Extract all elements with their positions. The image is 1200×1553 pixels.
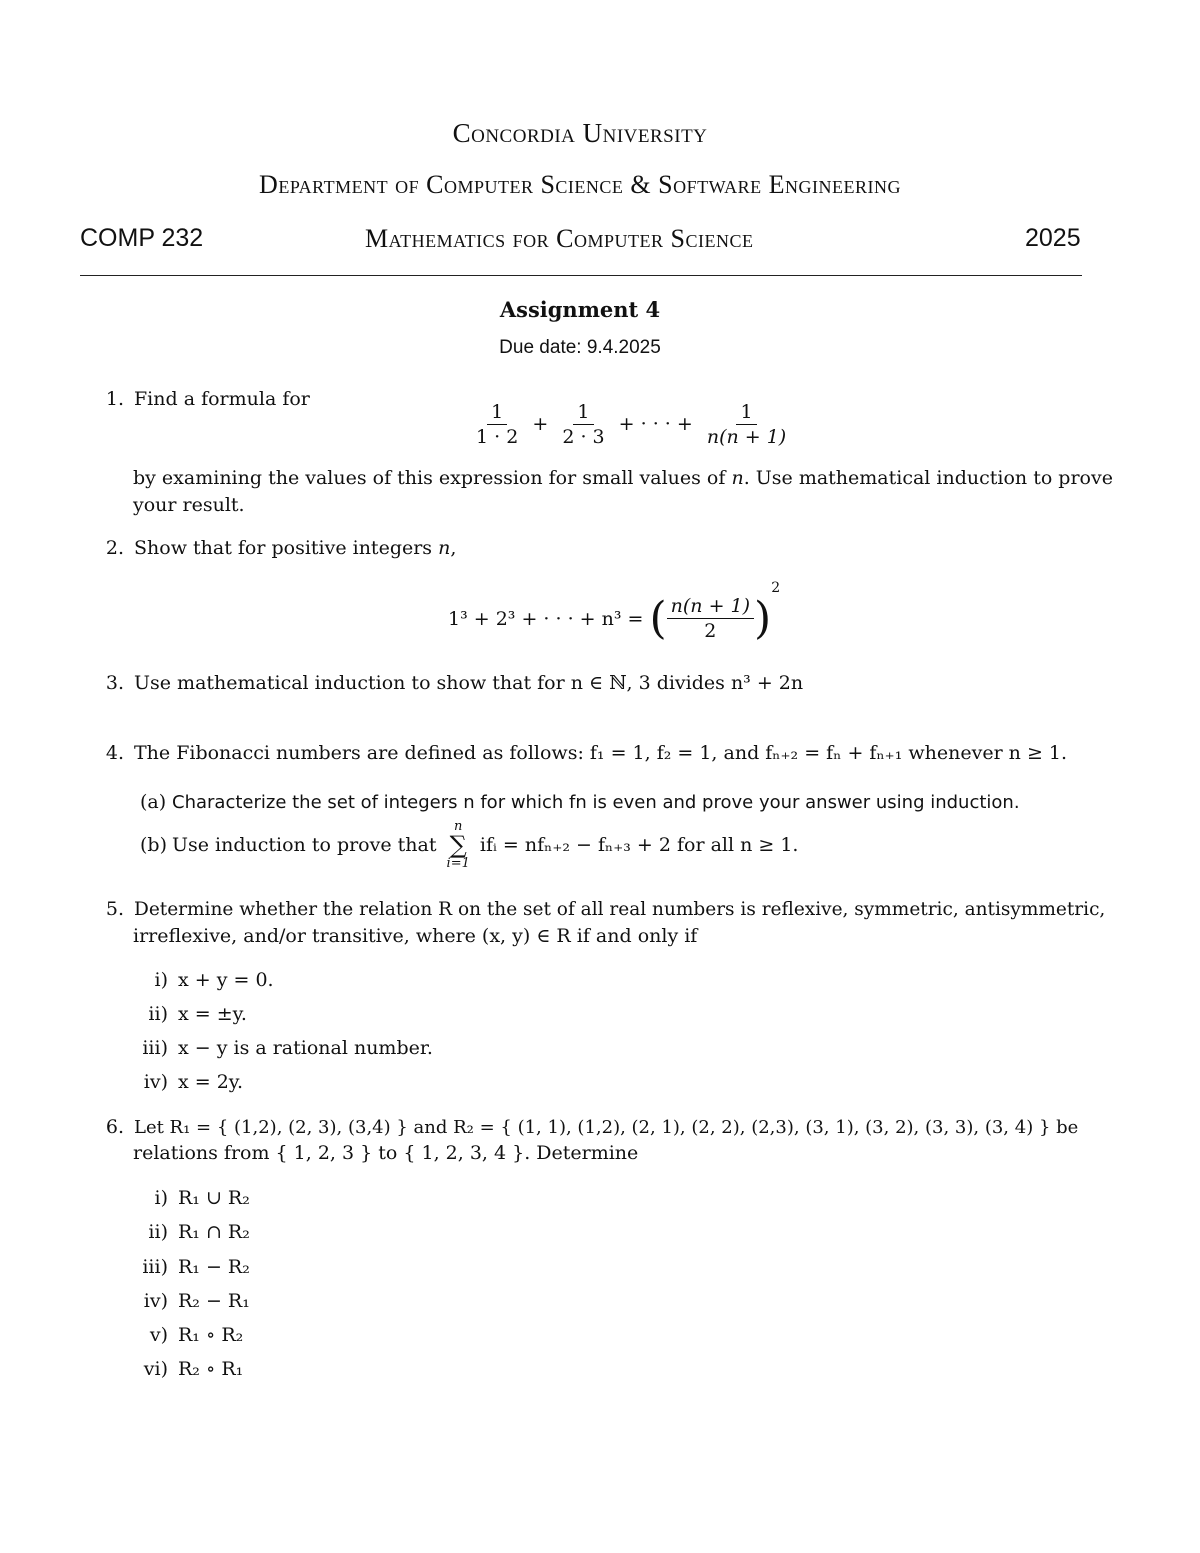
item-text: R₂ − R₁ [178, 1290, 250, 1312]
university-name: Concordia University [452, 118, 708, 148]
denominator: 2 · 3 [562, 425, 605, 448]
question-6-item [128, 1358, 243, 1380]
item-label: iii) [142, 1256, 168, 1278]
item-text: R₁ − R₂ [178, 1256, 250, 1278]
variable-n: n [731, 467, 744, 489]
question-2-formula [448, 580, 780, 642]
fraction [667, 596, 754, 642]
question-5-item [128, 1003, 247, 1025]
plus-sign: + [532, 412, 549, 435]
question-text: Let R₁ = { (1,2), (2, 3), (3,4) } and R₂ = { (1, 1), (1,2), (2, 1), (2, 2), (2,3), (3, 1), (3, 2), (3, 3), (3, 4) } be [134, 1117, 1079, 1138]
subpart-text: Use induction to prove that [172, 834, 437, 856]
item-label: i) [154, 1187, 168, 1209]
question-1-formula [468, 402, 794, 448]
item-text: R₂ ∘ R₁ [178, 1358, 244, 1380]
item-text: R₁ ∪ R₂ [178, 1187, 250, 1209]
summation [447, 820, 470, 870]
due-date: Due date: 9.4.2025 [499, 337, 661, 358]
numerator: n(n + 1) [667, 596, 754, 619]
question-1-body [133, 467, 1113, 489]
question-4b [140, 820, 798, 870]
question-number: 4. [105, 742, 124, 764]
fraction-3 [703, 402, 790, 448]
variable-n: n [438, 537, 451, 559]
item-label: iv) [143, 1290, 168, 1312]
course-year: 2025 [1025, 224, 1081, 252]
question-3 [104, 672, 803, 694]
item-text: x = ±y. [178, 1003, 247, 1025]
item-text: x = 2y. [178, 1071, 244, 1093]
numerator: 1 [487, 402, 507, 425]
question-text: The Fibonacci numbers are defined as follows: f₁ = 1, f₂ = 1, and fₙ₊₂ = fₙ + fₙ₊₁ whenever n ≥ 1. [134, 742, 1068, 764]
question-6-item [128, 1187, 250, 1209]
question-number: 3. [105, 672, 124, 694]
assignment-title: Assignment 4 [499, 297, 661, 322]
subpart-label: (b) [140, 834, 167, 856]
item-text: x + y = 0. [178, 969, 274, 991]
question-number: 6. [105, 1116, 124, 1138]
formula-lhs: 1³ + 2³ + · · · + n³ = [448, 608, 644, 630]
question-text: Determine whether the relation R on the set of all real numbers is reflexive, symmetric, antisymmetric, [134, 899, 1106, 920]
item-text: R₁ ∩ R₂ [178, 1221, 250, 1243]
question-6-line-2: relations from { 1, 2, 3 } to { 1, 2, 3, 4 }. Determine [133, 1142, 639, 1164]
numerator: 1 [573, 402, 593, 425]
exponent: 2 [771, 580, 781, 596]
denominator: n(n + 1) [706, 425, 787, 448]
sigma-icon: ∑ [449, 831, 467, 859]
question-5-item [128, 1037, 433, 1059]
question-5-line-1 [104, 898, 1105, 920]
fraction-1 [472, 402, 522, 448]
course-title: Mathematics for Computer Science [365, 224, 754, 253]
body-text: . Use mathematical induction to prove [743, 467, 1113, 489]
body-text: by examining the values of this expression for small values of [133, 467, 732, 489]
question-6-item [128, 1256, 250, 1278]
subpart-label: (a) [140, 791, 167, 813]
item-text: x − y is a rational number. [178, 1037, 433, 1059]
item-text: R₁ ∘ R₂ [178, 1324, 244, 1346]
item-label: v) [149, 1324, 168, 1346]
question-6-line-1 [104, 1116, 1078, 1138]
course-code: COMP 232 [80, 224, 204, 252]
question-text: Show that for positive integers [134, 537, 439, 559]
question-6-item [128, 1290, 250, 1312]
item-label: ii) [148, 1003, 168, 1025]
right-paren: ) [754, 593, 772, 644]
subpart-text: Characterize the set of integers n for which fn is even and prove your answer using induction. [172, 792, 1020, 813]
question-6-item [128, 1324, 243, 1346]
left-paren: ( [649, 593, 667, 644]
question-text: Find a formula for [134, 388, 310, 410]
question-number: 2. [105, 537, 124, 559]
header-divider [80, 275, 1082, 276]
sum-upper: n [454, 819, 463, 834]
punctuation: , [450, 537, 457, 559]
department-name: Department of Computer Science & Software Engineering [259, 170, 901, 199]
question-4a [140, 791, 1020, 813]
sum-lower: i=1 [446, 856, 470, 871]
question-1-body-end: your result. [133, 494, 245, 516]
question-5-item [128, 969, 274, 991]
denominator: 1 · 2 [476, 425, 519, 448]
question-6-item [128, 1221, 250, 1243]
question-5-item [128, 1071, 243, 1093]
item-label: ii) [148, 1221, 168, 1243]
question-1-intro [104, 388, 310, 410]
subpart-text: ifᵢ = nfₙ₊₂ − fₙ₊₃ + 2 for all n ≥ 1. [479, 834, 799, 856]
question-2-intro [104, 537, 456, 559]
numerator: 1 [736, 402, 756, 425]
item-label: i) [154, 969, 168, 991]
question-text: Use mathematical induction to show that for n ∈ ℕ, 3 divides n³ + 2n [134, 672, 804, 694]
item-label: iv) [143, 1071, 168, 1093]
item-label: iii) [142, 1037, 168, 1059]
question-5-line-2: irreflexive, and/or transitive, where (x, y) ∈ R if and only if [133, 925, 698, 947]
denominator: 2 [704, 620, 717, 642]
fraction-2 [558, 402, 608, 448]
question-4 [104, 742, 1067, 764]
question-number: 5. [105, 898, 124, 920]
item-label: vi) [143, 1358, 168, 1380]
ellipsis-sum: + · · · + [618, 412, 693, 435]
question-number: 1. [105, 388, 124, 410]
